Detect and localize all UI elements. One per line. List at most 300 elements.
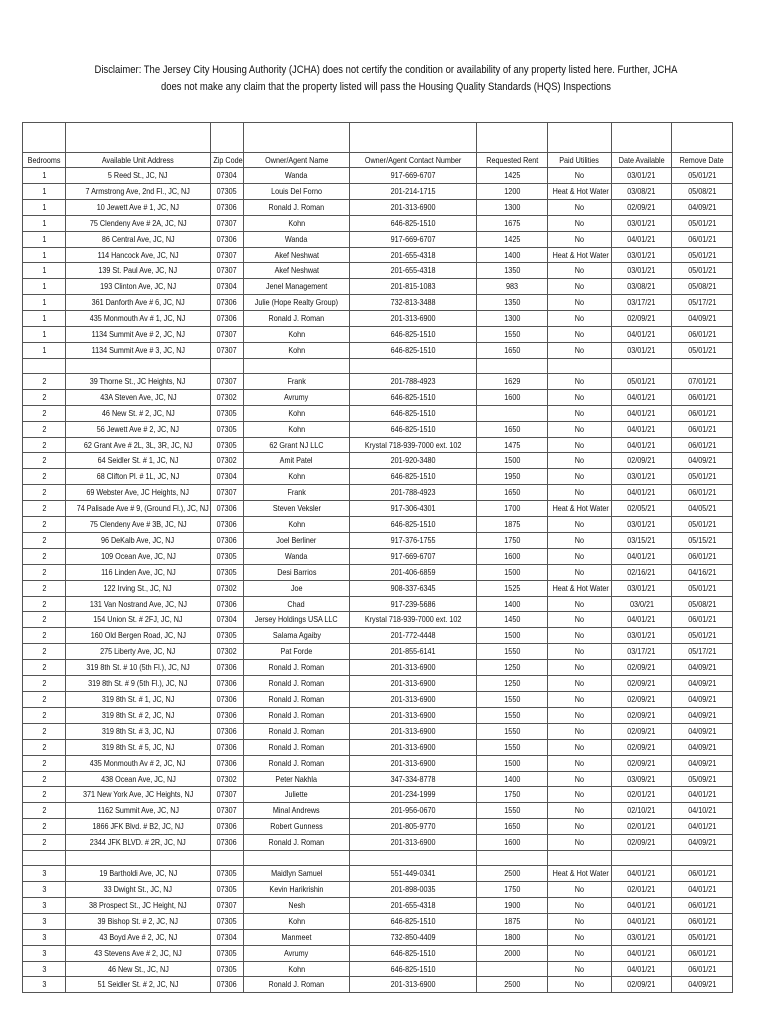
cell-bedrooms: 2 bbox=[23, 771, 66, 787]
cell-zip: 07304 bbox=[211, 469, 244, 485]
cell-contact: 646-825-1510 bbox=[350, 469, 477, 485]
cell-rent: 1600 bbox=[477, 548, 548, 564]
table-row bbox=[23, 168, 733, 184]
table-row bbox=[23, 660, 733, 676]
cell-utilities: Heat & Hot Water bbox=[548, 183, 612, 199]
cell-remove-date: 06/01/21 bbox=[672, 961, 733, 977]
cell-date-available: 04/01/21 bbox=[612, 389, 672, 405]
cell-zip: 07306 bbox=[211, 835, 244, 851]
cell-utilities: No bbox=[548, 835, 612, 851]
table-row bbox=[23, 803, 733, 819]
cell-utilities: No bbox=[548, 405, 612, 421]
cell-remove-date: 04/01/21 bbox=[672, 881, 733, 897]
cell-rent: 1350 bbox=[477, 263, 548, 279]
cell-utilities: No bbox=[548, 437, 612, 453]
cell-bedrooms: 1 bbox=[23, 247, 66, 263]
cell-remove-date: 04/09/21 bbox=[672, 739, 733, 755]
cell-bedrooms: 2 bbox=[23, 739, 66, 755]
cell-utilities: No bbox=[548, 771, 612, 787]
cell-contact: 646-825-1510 bbox=[350, 342, 477, 358]
table-row bbox=[23, 897, 733, 913]
cell-utilities: No bbox=[548, 803, 612, 819]
cell-zip: 07306 bbox=[211, 199, 244, 215]
cell-zip: 07307 bbox=[211, 485, 244, 501]
table-row bbox=[23, 517, 733, 533]
table-row bbox=[23, 612, 733, 628]
column-header-contact: Owner/Agent Contact Number bbox=[350, 153, 477, 168]
cell-date-available: 02/09/21 bbox=[612, 707, 672, 723]
cell-owner: Ronald J. Roman bbox=[244, 835, 350, 851]
cell-address: 122 Irving St., JC, NJ bbox=[66, 580, 211, 596]
cell-date-available: 03/01/21 bbox=[612, 580, 672, 596]
cell-rent: 1800 bbox=[477, 929, 548, 945]
cell-owner: Kohn bbox=[244, 342, 350, 358]
cell-date-available: 02/09/21 bbox=[612, 676, 672, 692]
cell-zip: 07306 bbox=[211, 977, 244, 993]
cell-rent: 1950 bbox=[477, 469, 548, 485]
cell-address: 116 Linden Ave, JC, NJ bbox=[66, 564, 211, 580]
column-header-zip: Zip Code bbox=[211, 153, 244, 168]
cell-remove-date: 06/01/21 bbox=[672, 866, 733, 882]
cell-date-available: 03/01/21 bbox=[612, 469, 672, 485]
cell-contact: 646-825-1510 bbox=[350, 517, 477, 533]
cell-zip: 07307 bbox=[211, 215, 244, 231]
cell-address: 43 Boyd Ave # 2, JC, NJ bbox=[66, 929, 211, 945]
cell-remove-date: 05/01/21 bbox=[672, 263, 733, 279]
cell-utilities: Heat & Hot Water bbox=[548, 247, 612, 263]
cell-rent bbox=[477, 961, 548, 977]
cell-zip: 07306 bbox=[211, 755, 244, 771]
cell-address: 43A Steven Ave, JC, NJ bbox=[66, 389, 211, 405]
cell-owner: Jenel Management bbox=[244, 279, 350, 295]
cell-date-available: 04/01/21 bbox=[612, 612, 672, 628]
cell-remove-date: 06/01/21 bbox=[672, 485, 733, 501]
cell-remove-date: 06/01/21 bbox=[672, 437, 733, 453]
cell-remove-date: 05/01/21 bbox=[672, 517, 733, 533]
column-header-rent: Requested Rent bbox=[477, 153, 548, 168]
cell-date-available: 03/01/21 bbox=[612, 247, 672, 263]
cell-bedrooms: 1 bbox=[23, 215, 66, 231]
table-row bbox=[23, 421, 733, 437]
cell-remove-date: 04/16/21 bbox=[672, 564, 733, 580]
cell-contact: 201-313-6900 bbox=[350, 311, 477, 327]
cell-date-available: 03/17/21 bbox=[612, 295, 672, 311]
cell-zip: 07304 bbox=[211, 929, 244, 945]
cell-remove-date: 04/09/21 bbox=[672, 755, 733, 771]
cell-bedrooms: 2 bbox=[23, 644, 66, 660]
cell-contact: 201-898-0035 bbox=[350, 881, 477, 897]
cell-remove-date: 04/09/21 bbox=[672, 453, 733, 469]
cell-zip: 07307 bbox=[211, 263, 244, 279]
cell-contact: 646-825-1510 bbox=[350, 421, 477, 437]
cell-date-available: 04/01/21 bbox=[612, 405, 672, 421]
cell-owner: Ronald J. Roman bbox=[244, 723, 350, 739]
cell-owner: Robert Gunness bbox=[244, 819, 350, 835]
cell-owner: Ronald J. Roman bbox=[244, 739, 350, 755]
cell-date-available: 02/09/21 bbox=[612, 311, 672, 327]
cell-address: 39 Thorne St., JC Heights, NJ bbox=[66, 373, 211, 389]
cell-utilities: No bbox=[548, 628, 612, 644]
cell-address: 5 Reed St., JC, NJ bbox=[66, 168, 211, 184]
cell-owner: Ronald J. Roman bbox=[244, 755, 350, 771]
spacer-row bbox=[23, 123, 733, 153]
cell-date-available: 02/09/21 bbox=[612, 660, 672, 676]
cell-address: 51 Seidler St. # 2, JC, NJ bbox=[66, 977, 211, 993]
cell-owner: Kohn bbox=[244, 405, 350, 421]
cell-address: 43 Stevens Ave # 2, JC, NJ bbox=[66, 945, 211, 961]
table-row bbox=[23, 231, 733, 247]
cell-address: 39 Bishop St. # 2, JC, NJ bbox=[66, 913, 211, 929]
cell-rent: 1475 bbox=[477, 437, 548, 453]
table-row bbox=[23, 739, 733, 755]
cell-zip: 07307 bbox=[211, 803, 244, 819]
cell-date-available: 03/01/21 bbox=[612, 168, 672, 184]
cell-date-available: 04/01/21 bbox=[612, 231, 672, 247]
cell-contact: 201-805-9770 bbox=[350, 819, 477, 835]
cell-rent: 2000 bbox=[477, 945, 548, 961]
cell-remove-date: 06/01/21 bbox=[672, 897, 733, 913]
cell-bedrooms: 3 bbox=[23, 929, 66, 945]
cell-contact: 201-406-6859 bbox=[350, 564, 477, 580]
cell-zip: 07304 bbox=[211, 279, 244, 295]
table-row bbox=[23, 327, 733, 343]
cell-owner: Ronald J. Roman bbox=[244, 660, 350, 676]
cell-owner: Kohn bbox=[244, 913, 350, 929]
cell-owner: Louis Del Forno bbox=[244, 183, 350, 199]
cell-bedrooms: 2 bbox=[23, 580, 66, 596]
cell-address: 1134 Summit Ave # 3, JC, NJ bbox=[66, 342, 211, 358]
cell-address: 361 Danforth Ave # 6, JC, NJ bbox=[66, 295, 211, 311]
cell-contact: 201-815-1083 bbox=[350, 279, 477, 295]
cell-zip: 07305 bbox=[211, 421, 244, 437]
cell-address: 275 Liberty Ave, JC, NJ bbox=[66, 644, 211, 660]
cell-bedrooms: 1 bbox=[23, 311, 66, 327]
cell-owner: Kohn bbox=[244, 421, 350, 437]
cell-utilities: No bbox=[548, 373, 612, 389]
cell-bedrooms: 2 bbox=[23, 628, 66, 644]
cell-remove-date: 05/08/21 bbox=[672, 596, 733, 612]
cell-rent: 1500 bbox=[477, 453, 548, 469]
cell-date-available: 04/01/21 bbox=[612, 421, 672, 437]
cell-utilities: No bbox=[548, 596, 612, 612]
cell-date-available: 04/01/21 bbox=[612, 913, 672, 929]
table-row bbox=[23, 866, 733, 882]
cell-bedrooms: 1 bbox=[23, 168, 66, 184]
disclaimer-text: Disclaimer: The Jersey City Housing Authority (JCHA) does not certify the condition or availability of any property listed here. Further, JCHA does not make any claim that the property listed will pass the Housing Quality Standards (HQS) Inspections bbox=[94, 64, 678, 93]
cell-contact: 201-313-6900 bbox=[350, 199, 477, 215]
cell-date-available: 02/01/21 bbox=[612, 881, 672, 897]
cell-rent: 1300 bbox=[477, 199, 548, 215]
cell-owner: Juliette bbox=[244, 787, 350, 803]
cell-bedrooms: 1 bbox=[23, 183, 66, 199]
cell-contact: 201-313-6900 bbox=[350, 692, 477, 708]
cell-rent: 1600 bbox=[477, 389, 548, 405]
cell-owner: Jersey Holdings USA LLC bbox=[244, 612, 350, 628]
cell-remove-date: 05/01/21 bbox=[672, 247, 733, 263]
cell-bedrooms: 2 bbox=[23, 755, 66, 771]
cell-address: 1134 Summit Ave # 2, JC, NJ bbox=[66, 327, 211, 343]
cell-utilities: No bbox=[548, 327, 612, 343]
table-row bbox=[23, 835, 733, 851]
cell-zip: 07306 bbox=[211, 517, 244, 533]
cell-date-available: 02/09/21 bbox=[612, 755, 672, 771]
cell-bedrooms: 3 bbox=[23, 945, 66, 961]
cell-date-available: 04/01/21 bbox=[612, 866, 672, 882]
cell-rent: 1425 bbox=[477, 231, 548, 247]
cell-contact: 646-825-1510 bbox=[350, 215, 477, 231]
cell-utilities: No bbox=[548, 881, 612, 897]
cell-owner: Pat Forde bbox=[244, 644, 350, 660]
table-row bbox=[23, 263, 733, 279]
table-row bbox=[23, 787, 733, 803]
table-row bbox=[23, 961, 733, 977]
table-row bbox=[23, 548, 733, 564]
cell-remove-date: 05/08/21 bbox=[672, 183, 733, 199]
cell-zip: 07305 bbox=[211, 437, 244, 453]
cell-date-available: 02/01/21 bbox=[612, 819, 672, 835]
cell-zip: 07307 bbox=[211, 897, 244, 913]
group-separator bbox=[23, 851, 733, 866]
cell-contact: 201-313-6900 bbox=[350, 707, 477, 723]
cell-owner: Chad bbox=[244, 596, 350, 612]
cell-contact: 917-306-4301 bbox=[350, 501, 477, 517]
cell-utilities: No bbox=[548, 469, 612, 485]
cell-contact: 201-772-4448 bbox=[350, 628, 477, 644]
cell-date-available: 02/09/21 bbox=[612, 835, 672, 851]
cell-rent: 1629 bbox=[477, 373, 548, 389]
cell-zip: 07306 bbox=[211, 692, 244, 708]
cell-address: 160 Old Bergen Road, JC, NJ bbox=[66, 628, 211, 644]
table-row bbox=[23, 405, 733, 421]
cell-owner: Kohn bbox=[244, 327, 350, 343]
cell-address: 62 Grant Ave # 2L, 3L, 3R, JC, NJ bbox=[66, 437, 211, 453]
cell-zip: 07306 bbox=[211, 707, 244, 723]
cell-owner: Kohn bbox=[244, 517, 350, 533]
cell-owner: Frank bbox=[244, 485, 350, 501]
cell-contact: 201-234-1999 bbox=[350, 787, 477, 803]
cell-zip: 07305 bbox=[211, 913, 244, 929]
table-row bbox=[23, 389, 733, 405]
cell-utilities: No bbox=[548, 739, 612, 755]
table-row bbox=[23, 437, 733, 453]
cell-date-available: 03/0/21 bbox=[612, 596, 672, 612]
cell-address: 10 Jewett Ave # 1, JC, NJ bbox=[66, 199, 211, 215]
table-row bbox=[23, 342, 733, 358]
group-separator bbox=[23, 358, 733, 373]
cell-zip: 07305 bbox=[211, 405, 244, 421]
cell-address: 75 Clendeny Ave # 2A, JC, NJ bbox=[66, 215, 211, 231]
cell-address: 68 Clifton Pl. # 1L, JC, NJ bbox=[66, 469, 211, 485]
cell-rent: 1500 bbox=[477, 755, 548, 771]
table-row bbox=[23, 564, 733, 580]
cell-zip: 07307 bbox=[211, 787, 244, 803]
table-row bbox=[23, 295, 733, 311]
cell-bedrooms: 3 bbox=[23, 961, 66, 977]
cell-remove-date: 05/15/21 bbox=[672, 532, 733, 548]
cell-contact: Krystal 718-939-7000 ext. 102 bbox=[350, 437, 477, 453]
cell-zip: 07307 bbox=[211, 342, 244, 358]
cell-contact: 201-920-3480 bbox=[350, 453, 477, 469]
cell-zip: 07305 bbox=[211, 548, 244, 564]
cell-owner: Kohn bbox=[244, 469, 350, 485]
cell-zip: 07306 bbox=[211, 739, 244, 755]
cell-contact: 646-825-1510 bbox=[350, 327, 477, 343]
cell-rent: 1550 bbox=[477, 739, 548, 755]
cell-address: 75 Clendeny Ave # 3B, JC, NJ bbox=[66, 517, 211, 533]
cell-owner: Minal Andrews bbox=[244, 803, 350, 819]
cell-zip: 07304 bbox=[211, 168, 244, 184]
cell-utilities: No bbox=[548, 215, 612, 231]
table-row bbox=[23, 453, 733, 469]
cell-bedrooms: 2 bbox=[23, 692, 66, 708]
table-row bbox=[23, 215, 733, 231]
cell-owner: Joel Berliner bbox=[244, 532, 350, 548]
cell-address: 64 Seidler St. # 1, JC, NJ bbox=[66, 453, 211, 469]
cell-zip: 07306 bbox=[211, 660, 244, 676]
table-row bbox=[23, 532, 733, 548]
table-row bbox=[23, 485, 733, 501]
cell-date-available: 04/01/21 bbox=[612, 961, 672, 977]
table-row bbox=[23, 692, 733, 708]
cell-address: 154 Union St. # 2FJ, JC, NJ bbox=[66, 612, 211, 628]
cell-bedrooms: 2 bbox=[23, 532, 66, 548]
cell-remove-date: 04/09/21 bbox=[672, 707, 733, 723]
cell-address: 319 8th St. # 5, JC, NJ bbox=[66, 739, 211, 755]
cell-bedrooms: 2 bbox=[23, 660, 66, 676]
cell-rent: 1525 bbox=[477, 580, 548, 596]
cell-owner: Salama Agaiby bbox=[244, 628, 350, 644]
cell-contact: 201-313-6900 bbox=[350, 835, 477, 851]
cell-address: 435 Monmouth Av # 2, JC, NJ bbox=[66, 755, 211, 771]
cell-contact: 646-825-1510 bbox=[350, 405, 477, 421]
cell-address: 46 New St. # 2, JC, NJ bbox=[66, 405, 211, 421]
cell-owner: Nesh bbox=[244, 897, 350, 913]
cell-rent: 1200 bbox=[477, 183, 548, 199]
cell-bedrooms: 2 bbox=[23, 707, 66, 723]
cell-contact: Krystal 718-939-7000 ext. 102 bbox=[350, 612, 477, 628]
cell-contact: 201-313-6900 bbox=[350, 723, 477, 739]
cell-remove-date: 06/01/21 bbox=[672, 421, 733, 437]
cell-bedrooms: 2 bbox=[23, 676, 66, 692]
cell-date-available: 02/01/21 bbox=[612, 787, 672, 803]
cell-zip: 07307 bbox=[211, 373, 244, 389]
cell-address: 2344 JFK BLVD. # 2R, JC, NJ bbox=[66, 835, 211, 851]
cell-contact: 201-956-0670 bbox=[350, 803, 477, 819]
cell-rent: 1500 bbox=[477, 628, 548, 644]
cell-address: 435 Monmouth Av # 1, JC, NJ bbox=[66, 311, 211, 327]
cell-remove-date: 05/17/21 bbox=[672, 295, 733, 311]
cell-utilities: Heat & Hot Water bbox=[548, 501, 612, 517]
cell-remove-date: 04/09/21 bbox=[672, 977, 733, 993]
cell-address: 371 New York Ave, JC Heights, NJ bbox=[66, 787, 211, 803]
cell-zip: 07306 bbox=[211, 596, 244, 612]
cell-remove-date: 05/01/21 bbox=[672, 929, 733, 945]
cell-contact: 732-850-4409 bbox=[350, 929, 477, 945]
table-row bbox=[23, 881, 733, 897]
cell-owner: Ronald J. Roman bbox=[244, 199, 350, 215]
cell-date-available: 04/01/21 bbox=[612, 327, 672, 343]
cell-utilities: No bbox=[548, 897, 612, 913]
cell-contact: 917-669-6707 bbox=[350, 231, 477, 247]
cell-date-available: 04/01/21 bbox=[612, 945, 672, 961]
cell-owner: Ronald J. Roman bbox=[244, 977, 350, 993]
cell-owner: Kohn bbox=[244, 215, 350, 231]
cell-rent: 1550 bbox=[477, 803, 548, 819]
cell-owner: Ronald J. Roman bbox=[244, 692, 350, 708]
cell-utilities: No bbox=[548, 660, 612, 676]
cell-rent: 1750 bbox=[477, 881, 548, 897]
cell-utilities: No bbox=[548, 311, 612, 327]
cell-owner: Wanda bbox=[244, 231, 350, 247]
cell-address: 319 8th St. # 2, JC, NJ bbox=[66, 707, 211, 723]
table-row bbox=[23, 199, 733, 215]
cell-date-available: 02/09/21 bbox=[612, 199, 672, 215]
cell-date-available: 02/16/21 bbox=[612, 564, 672, 580]
cell-contact: 201-313-6900 bbox=[350, 739, 477, 755]
cell-date-available: 02/05/21 bbox=[612, 501, 672, 517]
cell-zip: 07306 bbox=[211, 295, 244, 311]
cell-owner: Ronald J. Roman bbox=[244, 676, 350, 692]
cell-contact: 908-337-6345 bbox=[350, 580, 477, 596]
table-row bbox=[23, 501, 733, 517]
cell-rent: 1250 bbox=[477, 676, 548, 692]
cell-bedrooms: 2 bbox=[23, 803, 66, 819]
cell-date-available: 05/01/21 bbox=[612, 373, 672, 389]
cell-rent: 1550 bbox=[477, 644, 548, 660]
listings-table bbox=[22, 122, 733, 993]
cell-rent: 1675 bbox=[477, 215, 548, 231]
cell-bedrooms: 2 bbox=[23, 373, 66, 389]
cell-zip: 07306 bbox=[211, 532, 244, 548]
cell-remove-date: 05/01/21 bbox=[672, 215, 733, 231]
cell-remove-date: 04/01/21 bbox=[672, 787, 733, 803]
cell-bedrooms: 3 bbox=[23, 866, 66, 882]
cell-date-available: 04/01/21 bbox=[612, 548, 672, 564]
cell-address: 69 Webster Ave, JC Heights, NJ bbox=[66, 485, 211, 501]
cell-utilities: No bbox=[548, 961, 612, 977]
cell-owner: Avrumy bbox=[244, 389, 350, 405]
cell-zip: 07306 bbox=[211, 819, 244, 835]
cell-bedrooms: 3 bbox=[23, 897, 66, 913]
table-row bbox=[23, 580, 733, 596]
column-header-date-available: Date Available bbox=[612, 153, 672, 168]
cell-rent: 1650 bbox=[477, 819, 548, 835]
cell-owner: Kohn bbox=[244, 961, 350, 977]
table-row bbox=[23, 945, 733, 961]
cell-contact: 201-313-6900 bbox=[350, 755, 477, 771]
cell-remove-date: 06/01/21 bbox=[672, 945, 733, 961]
cell-bedrooms: 2 bbox=[23, 835, 66, 851]
cell-address: 46 New St., JC, NJ bbox=[66, 961, 211, 977]
cell-address: 86 Central Ave, JC, NJ bbox=[66, 231, 211, 247]
cell-bedrooms: 2 bbox=[23, 437, 66, 453]
cell-contact: 201-313-6900 bbox=[350, 676, 477, 692]
column-header-bedrooms: Bedrooms bbox=[23, 153, 66, 168]
cell-date-available: 03/01/21 bbox=[612, 517, 672, 533]
cell-remove-date: 06/01/21 bbox=[672, 405, 733, 421]
cell-rent: 1400 bbox=[477, 247, 548, 263]
cell-bedrooms: 3 bbox=[23, 913, 66, 929]
cell-utilities: No bbox=[548, 517, 612, 533]
table-row bbox=[23, 819, 733, 835]
cell-address: 131 Van Nostrand Ave, JC, NJ bbox=[66, 596, 211, 612]
cell-address: 139 St. Paul Ave, JC, NJ bbox=[66, 263, 211, 279]
cell-rent bbox=[477, 405, 548, 421]
cell-date-available: 03/01/21 bbox=[612, 263, 672, 279]
cell-owner: Maidlyn Samuel bbox=[244, 866, 350, 882]
cell-owner: Desi Barrios bbox=[244, 564, 350, 580]
cell-contact: 732-813-3488 bbox=[350, 295, 477, 311]
